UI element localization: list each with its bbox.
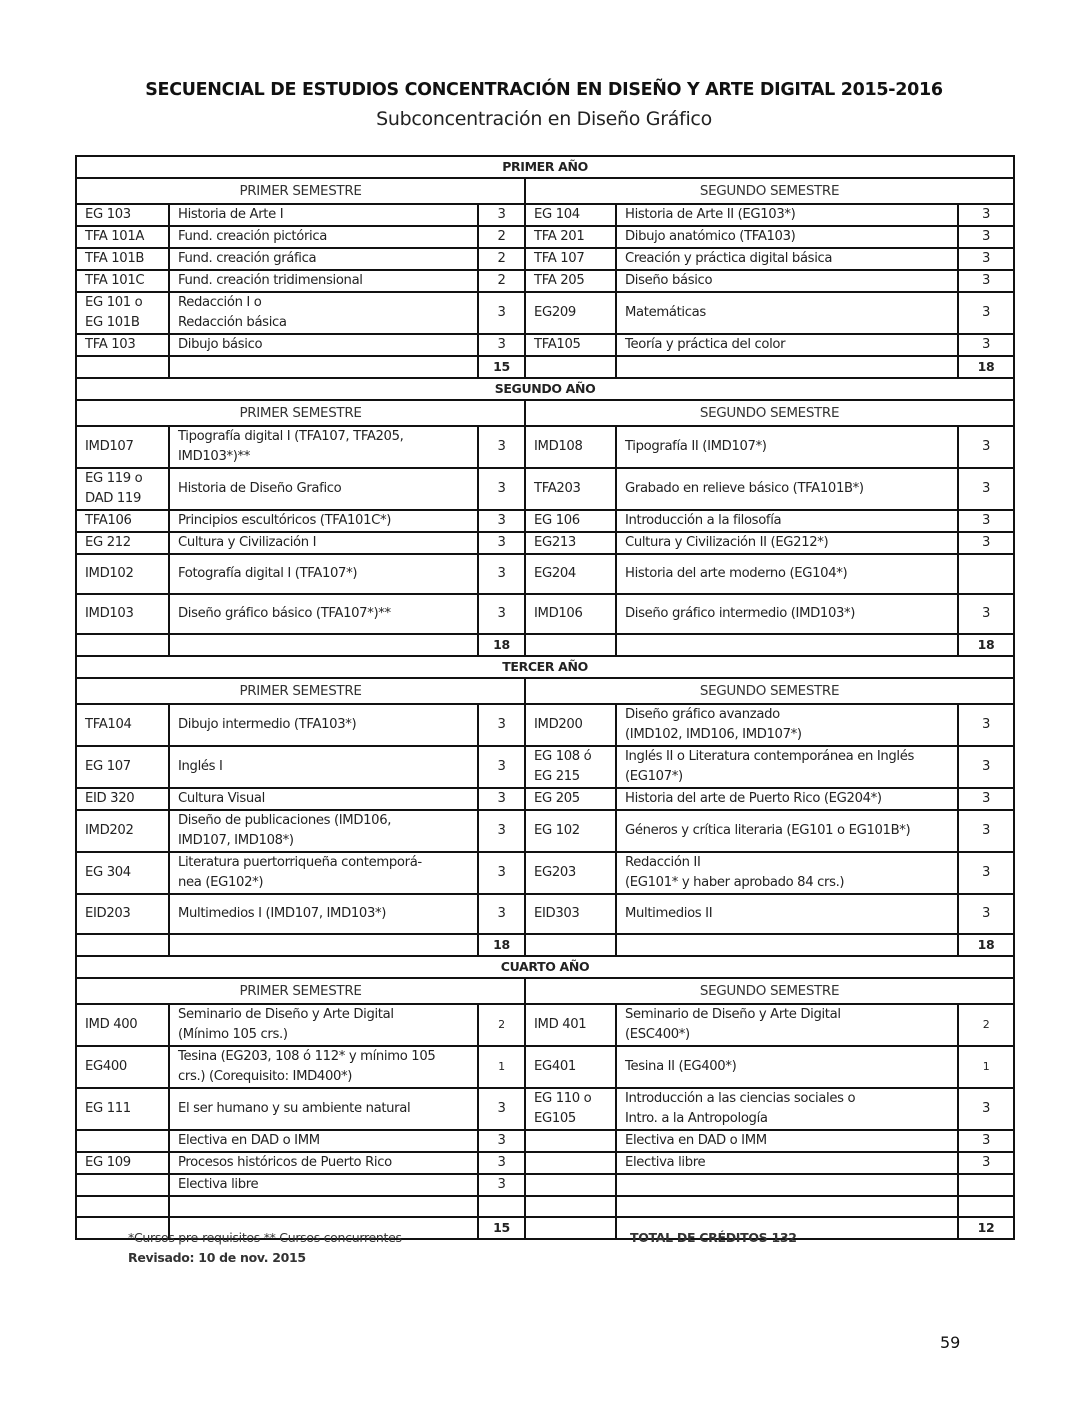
first-sem-course-code (76, 292, 169, 334)
first-sem-course-name: Electiva en DAD o IMM (169, 1130, 478, 1152)
empty-cell (525, 1217, 616, 1239)
second-sem-course-name: Matemáticas (616, 292, 958, 334)
first-sem-course-name-line-1: Seminario de Diseño y Arte Digital (178, 1007, 394, 1022)
course-row (76, 1152, 1014, 1174)
year-label: SEGUNDO AÑO (76, 378, 1014, 400)
first-sem-credits: 3 (478, 334, 525, 356)
course-row (76, 334, 1014, 356)
first-sem-course-name-line-2: nea (EG102*) (178, 875, 264, 890)
second-sem-credits (958, 554, 1014, 594)
first-sem-course-name: Fund. creación pictórica (169, 226, 478, 248)
semester-header-row (76, 678, 1014, 704)
total-credits: TOTAL DE CRÉDITOS 132 (630, 1230, 797, 1245)
study-sequence-table (75, 155, 1015, 1240)
first-sem-course-name-line-2: IMD107, IMD108*) (178, 833, 294, 848)
first-sem-course-name: Cultura Visual (169, 788, 478, 810)
course-row (76, 554, 1014, 594)
first-semester-label: PRIMER SEMESTRE (76, 978, 525, 1004)
second-sem-course-code: IMD106 (525, 594, 616, 634)
first-sem-course-name: Historia de Arte I (169, 204, 478, 226)
second-sem-course-name-line-1: Inglés II o Literatura contemporánea en Inglés (625, 749, 915, 764)
second-sem-course-code: IMD108 (525, 426, 616, 468)
first-sem-course-code: EG 304 (76, 852, 169, 894)
course-row (76, 226, 1014, 248)
first-sem-credits: 3 (478, 1174, 525, 1196)
first-semester-label: PRIMER SEMESTRE (76, 678, 525, 704)
first-sem-course-name: Dibujo básico (169, 334, 478, 356)
second-sem-course-name: Electiva libre (616, 1152, 958, 1174)
empty-cell (169, 634, 478, 656)
empty-cell (76, 634, 169, 656)
first-sem-course-code: EG 107 (76, 746, 169, 788)
second-sem-credits: 3 (958, 1088, 1014, 1130)
first-sem-credits: 3 (478, 852, 525, 894)
empty-cell (169, 1196, 478, 1217)
course-row (76, 292, 1014, 334)
second-sem-course-name-line-2: (ESC400*) (625, 1027, 690, 1042)
second-semester-total: 12 (958, 1217, 1014, 1239)
first-sem-course-name: Fotografía digital I (TFA107*) (169, 554, 478, 594)
second-sem-course-name (616, 1004, 958, 1046)
first-sem-course-code: TFA106 (76, 510, 169, 532)
first-sem-credits: 3 (478, 1152, 525, 1174)
second-sem-course-code: EG213 (525, 532, 616, 554)
second-sem-course-name: Diseño gráfico intermedio (IMD103*) (616, 594, 958, 634)
second-sem-credits: 3 (958, 746, 1014, 788)
second-sem-credits: 3 (958, 270, 1014, 292)
course-row (76, 594, 1014, 634)
second-sem-course-code: TFA 205 (525, 270, 616, 292)
first-sem-credits: 2 (478, 248, 525, 270)
first-sem-credits: 3 (478, 1088, 525, 1130)
second-sem-course-name-line-1: Diseño gráfico avanzado (625, 707, 780, 722)
first-sem-course-name: Principios escultóricos (TFA101C*) (169, 510, 478, 532)
second-sem-course-name: Cultura y Civilización II (EG212*) (616, 532, 958, 554)
second-sem-course-name: Tipografía II (IMD107*) (616, 426, 958, 468)
semester-total-row (76, 356, 1014, 378)
first-sem-credits: 3 (478, 510, 525, 532)
first-sem-course-name (169, 1046, 478, 1088)
second-sem-course-name (616, 1174, 958, 1196)
first-sem-credits: 3 (478, 594, 525, 634)
second-sem-course-name: Grabado en relieve básico (TFA101B*) (616, 468, 958, 510)
first-sem-course-name-line-1: Diseño de publicaciones (IMD106, (178, 813, 392, 828)
first-sem-credits: 1 (478, 1046, 525, 1088)
first-sem-course-name-line-2: (Mínimo 105 crs.) (178, 1027, 288, 1042)
second-sem-credits: 3 (958, 334, 1014, 356)
first-sem-course-code-line-2: DAD 119 (85, 491, 142, 506)
second-sem-course-code: TFA 107 (525, 248, 616, 270)
empty-cell (616, 356, 958, 378)
second-sem-course-name: Géneros y crítica literaria (EG101 o EG101B*) (616, 810, 958, 852)
course-row (76, 510, 1014, 532)
course-row (76, 270, 1014, 292)
empty-cell (616, 1196, 958, 1217)
first-sem-credits: 3 (478, 204, 525, 226)
year-header-row (76, 378, 1014, 400)
second-sem-course-name: Tesina II (EG400*) (616, 1046, 958, 1088)
first-sem-course-code: TFA 101B (76, 248, 169, 270)
first-sem-course-code: IMD 400 (76, 1004, 169, 1046)
first-semester-total: 18 (478, 934, 525, 956)
second-sem-credits: 3 (958, 226, 1014, 248)
second-sem-course-name-line-1: Seminario de Diseño y Arte Digital (625, 1007, 841, 1022)
first-sem-course-name (169, 852, 478, 894)
second-sem-credits: 3 (958, 426, 1014, 468)
empty-cell (169, 934, 478, 956)
empty-cell (958, 1196, 1014, 1217)
first-semester-label: PRIMER SEMESTRE (76, 400, 525, 426)
year-label: PRIMER AÑO (76, 156, 1014, 178)
year-header-row (76, 156, 1014, 178)
second-sem-course-code: TFA 201 (525, 226, 616, 248)
second-sem-course-name: Electiva en DAD o IMM (616, 1130, 958, 1152)
first-sem-course-code-line-1: EG 101 o (85, 295, 143, 310)
second-sem-credits: 3 (958, 532, 1014, 554)
course-row (76, 532, 1014, 554)
second-sem-course-name (616, 746, 958, 788)
second-sem-credits: 3 (958, 1152, 1014, 1174)
course-row (76, 788, 1014, 810)
course-row (76, 1088, 1014, 1130)
second-sem-course-code: EG401 (525, 1046, 616, 1088)
second-sem-course-name: Historia de Arte II (EG103*) (616, 204, 958, 226)
first-sem-course-code: EG 109 (76, 1152, 169, 1174)
second-sem-course-name-line-1: Redacción II (625, 855, 701, 870)
second-semester-total: 18 (958, 356, 1014, 378)
semester-header-row (76, 400, 1014, 426)
first-sem-course-code: EG 212 (76, 532, 169, 554)
second-sem-course-name: Multimedios II (616, 894, 958, 934)
first-sem-course-code-line-1: EG 119 o (85, 471, 143, 486)
second-sem-course-name (616, 1088, 958, 1130)
second-sem-credits: 3 (958, 292, 1014, 334)
semester-total-row (76, 634, 1014, 656)
second-sem-course-name: Historia del arte de Puerto Rico (EG204*) (616, 788, 958, 810)
first-sem-credits: 3 (478, 894, 525, 934)
second-sem-course-name (616, 852, 958, 894)
empty-cell (169, 356, 478, 378)
first-sem-course-name-line-2: Redacción básica (178, 315, 287, 330)
course-row (76, 1004, 1014, 1046)
second-sem-course-code-line-2: EG 215 (534, 769, 580, 784)
empty-cell (76, 1196, 169, 1217)
empty-cell (525, 1196, 616, 1217)
first-sem-course-name: El ser humano y su ambiente natural (169, 1088, 478, 1130)
second-sem-credits: 2 (958, 1004, 1014, 1046)
first-sem-course-name-line-1: Tesina (EG203, 108 ó 112* y mínimo 105 (178, 1049, 436, 1064)
first-sem-course-code: EG 111 (76, 1088, 169, 1130)
first-sem-course-name-line-2: crs.) (Corequisito: IMD400*) (178, 1069, 353, 1084)
first-sem-credits: 3 (478, 704, 525, 746)
first-sem-course-code (76, 1174, 169, 1196)
first-sem-credits: 3 (478, 810, 525, 852)
second-sem-course-code: EG 102 (525, 810, 616, 852)
second-sem-credits: 3 (958, 510, 1014, 532)
first-semester-total: 15 (478, 1217, 525, 1239)
second-sem-credits: 3 (958, 204, 1014, 226)
empty-cell (525, 356, 616, 378)
second-sem-course-name (616, 704, 958, 746)
first-sem-course-code: TFA 101C (76, 270, 169, 292)
second-semester-total: 18 (958, 634, 1014, 656)
first-sem-course-code: IMD102 (76, 554, 169, 594)
course-row (76, 810, 1014, 852)
first-sem-credits: 2 (478, 1004, 525, 1046)
first-sem-course-code (76, 1130, 169, 1152)
first-sem-course-name: Procesos históricos de Puerto Rico (169, 1152, 478, 1174)
second-sem-course-code (525, 746, 616, 788)
first-sem-course-code: EID 320 (76, 788, 169, 810)
first-sem-course-name: Inglés I (169, 746, 478, 788)
course-row (76, 704, 1014, 746)
first-sem-course-code: EG400 (76, 1046, 169, 1088)
empty-cell (76, 934, 169, 956)
semester-total-row (76, 934, 1014, 956)
second-sem-course-name: Historia del arte moderno (EG104*) (616, 554, 958, 594)
second-semester-label: SEGUNDO SEMESTRE (525, 678, 1014, 704)
second-sem-course-name-line-2: (EG101* y haber aprobado 84 crs.) (625, 875, 845, 890)
first-sem-credits: 3 (478, 788, 525, 810)
second-sem-course-name: Creación y práctica digital básica (616, 248, 958, 270)
empty-cell (525, 934, 616, 956)
year-label: TERCER AÑO (76, 656, 1014, 678)
first-sem-course-code: IMD103 (76, 594, 169, 634)
second-sem-credits: 3 (958, 1130, 1014, 1152)
second-sem-course-code: EG 205 (525, 788, 616, 810)
first-sem-course-code (76, 468, 169, 510)
first-sem-course-code: EID203 (76, 894, 169, 934)
first-sem-course-code: TFA 103 (76, 334, 169, 356)
second-sem-course-code: EG204 (525, 554, 616, 594)
first-semester-total: 15 (478, 356, 525, 378)
second-sem-course-code (525, 1088, 616, 1130)
first-sem-credits: 2 (478, 226, 525, 248)
first-sem-course-name-line-1: Redacción I o (178, 295, 262, 310)
course-row (76, 852, 1014, 894)
first-sem-credits: 2 (478, 270, 525, 292)
first-sem-course-name (169, 1004, 478, 1046)
first-sem-credits: 3 (478, 746, 525, 788)
first-sem-course-name: Cultura y Civilización I (169, 532, 478, 554)
second-semester-total: 18 (958, 934, 1014, 956)
course-row (76, 746, 1014, 788)
first-sem-course-name: Historia de Diseño Grafico (169, 468, 478, 510)
first-sem-credits: 3 (478, 532, 525, 554)
first-semester-label: PRIMER SEMESTRE (76, 178, 525, 204)
second-sem-course-code: TFA105 (525, 334, 616, 356)
first-semester-total: 18 (478, 634, 525, 656)
second-sem-course-code: EID303 (525, 894, 616, 934)
first-sem-course-name: Diseño gráfico básico (TFA107*)** (169, 594, 478, 634)
second-sem-course-code (525, 1174, 616, 1196)
second-semester-label: SEGUNDO SEMESTRE (525, 400, 1014, 426)
second-sem-course-name: Diseño básico (616, 270, 958, 292)
course-row (76, 1046, 1014, 1088)
course-row (76, 248, 1014, 270)
second-sem-course-code (525, 1130, 616, 1152)
first-sem-course-name (169, 426, 478, 468)
second-sem-course-code: IMD 401 (525, 1004, 616, 1046)
first-sem-course-name: Dibujo intermedio (TFA103*) (169, 704, 478, 746)
revision-date: Revisado: 10 de nov. 2015 (128, 1250, 306, 1265)
second-sem-course-code: TFA203 (525, 468, 616, 510)
first-sem-course-code: TFA104 (76, 704, 169, 746)
first-sem-credits: 3 (478, 426, 525, 468)
second-sem-credits: 3 (958, 594, 1014, 634)
second-sem-course-name: Teoría y práctica del color (616, 334, 958, 356)
course-row (76, 894, 1014, 934)
first-sem-course-name-line-1: Literatura puertorriqueña contemporá- (178, 855, 422, 870)
first-sem-credits: 3 (478, 1130, 525, 1152)
second-sem-course-code: EG203 (525, 852, 616, 894)
second-semester-label: SEGUNDO SEMESTRE (525, 978, 1014, 1004)
empty-cell (525, 634, 616, 656)
second-sem-credits: 3 (958, 468, 1014, 510)
empty-cell (616, 634, 958, 656)
course-row (76, 1130, 1014, 1152)
second-sem-course-name-line-2: (EG107*) (625, 769, 683, 784)
page-title: SECUENCIAL DE ESTUDIOS CONCENTRACIÓN EN DISEÑO Y ARTE DIGITAL 2015-2016 (145, 80, 943, 100)
second-sem-course-name: Dibujo anatómico (TFA103) (616, 226, 958, 248)
second-sem-course-code: EG209 (525, 292, 616, 334)
first-sem-course-code: IMD107 (76, 426, 169, 468)
empty-row (76, 1196, 1014, 1217)
course-row (76, 204, 1014, 226)
second-sem-course-code-line-2: EG105 (534, 1111, 576, 1126)
second-sem-credits: 3 (958, 704, 1014, 746)
empty-cell (76, 356, 169, 378)
first-sem-course-code-line-2: EG 101B (85, 315, 140, 330)
second-sem-course-name: Introducción a la filosofía (616, 510, 958, 532)
first-sem-course-code: TFA 101A (76, 226, 169, 248)
first-sem-course-name (169, 810, 478, 852)
second-sem-course-code (525, 1152, 616, 1174)
second-sem-credits: 3 (958, 894, 1014, 934)
second-sem-course-code: IMD200 (525, 704, 616, 746)
second-sem-course-name-line-1: Introducción a las ciencias sociales o (625, 1091, 856, 1106)
first-sem-course-name: Multimedios I (IMD107, IMD103*) (169, 894, 478, 934)
first-sem-course-name (169, 292, 478, 334)
second-sem-credits: 3 (958, 248, 1014, 270)
first-sem-course-name: Fund. creación tridimensional (169, 270, 478, 292)
page-subtitle: Subconcentración en Diseño Gráfico (376, 108, 712, 130)
second-sem-course-name-line-2: Intro. a la Antropología (625, 1111, 768, 1126)
second-sem-credits (958, 1174, 1014, 1196)
second-sem-course-code: EG 106 (525, 510, 616, 532)
year-header-row (76, 656, 1014, 678)
empty-cell (616, 934, 958, 956)
course-row (76, 468, 1014, 510)
first-sem-credits: 3 (478, 292, 525, 334)
semester-header-row (76, 978, 1014, 1004)
second-sem-credits: 3 (958, 810, 1014, 852)
semester-header-row (76, 178, 1014, 204)
second-sem-course-name-line-2: (IMD102, IMD106, IMD107*) (625, 727, 802, 742)
empty-cell (478, 1196, 525, 1217)
year-label: CUARTO AÑO (76, 956, 1014, 978)
second-sem-credits: 3 (958, 852, 1014, 894)
year-header-row (76, 956, 1014, 978)
second-sem-course-code-line-1: EG 108 ó (534, 749, 592, 764)
first-sem-course-name-line-2: IMD103*)** (178, 449, 251, 464)
course-row (76, 426, 1014, 468)
second-sem-course-code: EG 104 (525, 204, 616, 226)
second-sem-course-code-line-1: EG 110 o (534, 1091, 592, 1106)
first-sem-course-name: Electiva libre (169, 1174, 478, 1196)
page-number: 59 (940, 1333, 961, 1352)
second-semester-label: SEGUNDO SEMESTRE (525, 178, 1014, 204)
first-sem-course-name: Fund. creación gráfica (169, 248, 478, 270)
first-sem-course-name-line-1: Tipografía digital I (TFA107, TFA205, (178, 429, 404, 444)
first-sem-course-code: EG 103 (76, 204, 169, 226)
first-sem-credits: 3 (478, 468, 525, 510)
course-row (76, 1174, 1014, 1196)
second-sem-credits: 3 (958, 788, 1014, 810)
footnote-legend: *Cursos pre-requisitos ** Cursos concurrentes (128, 1230, 402, 1245)
second-sem-credits: 1 (958, 1046, 1014, 1088)
first-sem-course-code: IMD202 (76, 810, 169, 852)
first-sem-credits: 3 (478, 554, 525, 594)
